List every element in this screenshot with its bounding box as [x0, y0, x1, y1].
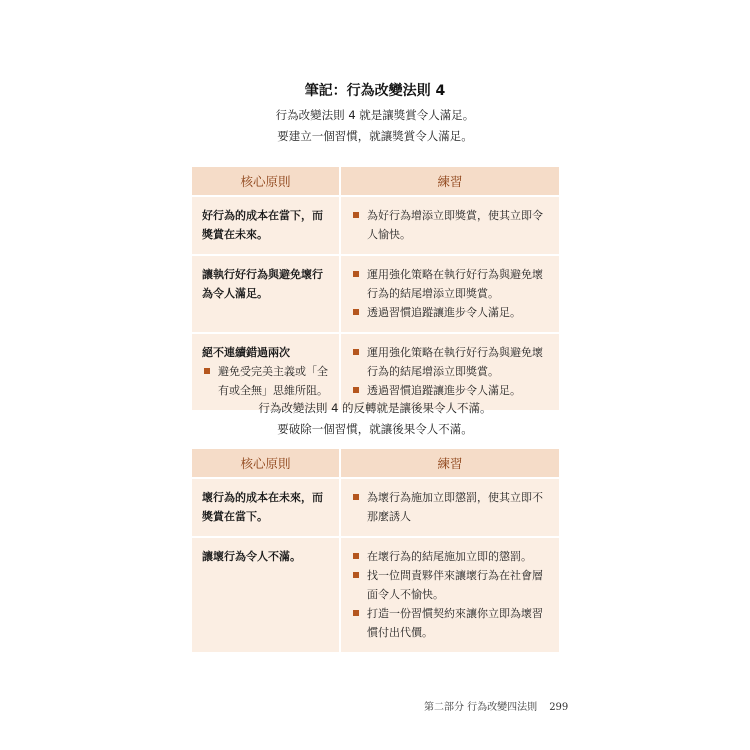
- footer-section-title: 第二部分 行為改變四法則: [424, 702, 538, 713]
- practice-bullet-list: [351, 206, 551, 244]
- column-header-principle: 核心原則: [192, 449, 340, 478]
- page-footer: [424, 698, 568, 713]
- bullet-item: 為好行為增添立即獎賞，使其立即令人愉快。: [351, 206, 551, 244]
- principle-text: 絕不連續錯過兩次: [202, 346, 290, 359]
- practice-bullet-list: [351, 488, 551, 526]
- principle-cell: [192, 537, 340, 652]
- bullet-item: 打造一份習慣契約來讓你立即為壞習慣付出代價。: [351, 604, 551, 642]
- principles-table-build: [192, 167, 559, 410]
- page-title: 筆記：行為改變法則 4: [304, 83, 446, 99]
- practice-cell: [340, 333, 559, 410]
- principle-cell: [192, 255, 340, 333]
- intro-line: 行為改變法則 4 就是讓獎賞令人滿足。: [275, 108, 475, 122]
- practice-cell: [340, 255, 559, 333]
- practice-bullet-list: [351, 265, 551, 322]
- principles-table-break: [192, 449, 559, 652]
- principle-cell: [192, 478, 340, 537]
- column-header-practice: 練習: [340, 449, 559, 478]
- bullet-item: 透過習慣追蹤讓進步令人滿足。: [351, 303, 551, 322]
- principle-bullet-list: [202, 362, 331, 400]
- table-row: [192, 196, 559, 255]
- principle-text: 壞行為的成本在未來，而獎賞在當下。: [202, 491, 323, 523]
- column-header-practice: 練習: [340, 167, 559, 196]
- practice-bullet-list: [351, 343, 551, 400]
- bullet-item: 找一位問責夥伴來讓壞行為在社會層面令人不愉快。: [351, 566, 551, 604]
- column-header-principle: 核心原則: [192, 167, 340, 196]
- principle-text: 讓壞行為令人不滿。: [202, 550, 301, 563]
- table-row: [192, 255, 559, 333]
- intro-line: 要破除一個習慣，就讓後果令人不滿。: [277, 422, 473, 436]
- bullet-item: 運用強化策略在執行好行為與避免壞行為的結尾增添立即獎賞。: [351, 343, 551, 381]
- practice-cell: [340, 478, 559, 537]
- practice-cell: [340, 196, 559, 255]
- table-row: [192, 537, 559, 652]
- bullet-item: 在壞行為的結尾施加立即的懲罰。: [351, 547, 551, 566]
- practice-cell: [340, 537, 559, 652]
- intro-line: 行為改變法則 4 的反轉就是讓後果令人不滿。: [258, 401, 492, 415]
- principle-text: 好行為的成本在當下，而獎賞在未來。: [202, 209, 323, 241]
- practice-bullet-list: [351, 547, 551, 642]
- page-number: 299: [549, 702, 569, 713]
- principle-text: 讓執行好行為與避免壞行為令人滿足。: [202, 268, 323, 300]
- table-row: [192, 333, 559, 410]
- bullet-item: 為壞行為施加立即懲罰，使其立即不那麼誘人: [351, 488, 551, 526]
- principle-cell: [192, 333, 340, 410]
- table-row: [192, 478, 559, 537]
- principle-cell: [192, 196, 340, 255]
- bullet-item: 透過習慣追蹤讓進步令人滿足。: [351, 381, 551, 400]
- bullet-item: 運用強化策略在執行好行為與避免壞行為的結尾增添立即獎賞。: [351, 265, 551, 303]
- bullet-item: 避免受完美主義或「全有或全無」思維所阻。: [202, 362, 331, 400]
- intro-line: 要建立一個習慣，就讓獎賞令人滿足。: [277, 129, 473, 143]
